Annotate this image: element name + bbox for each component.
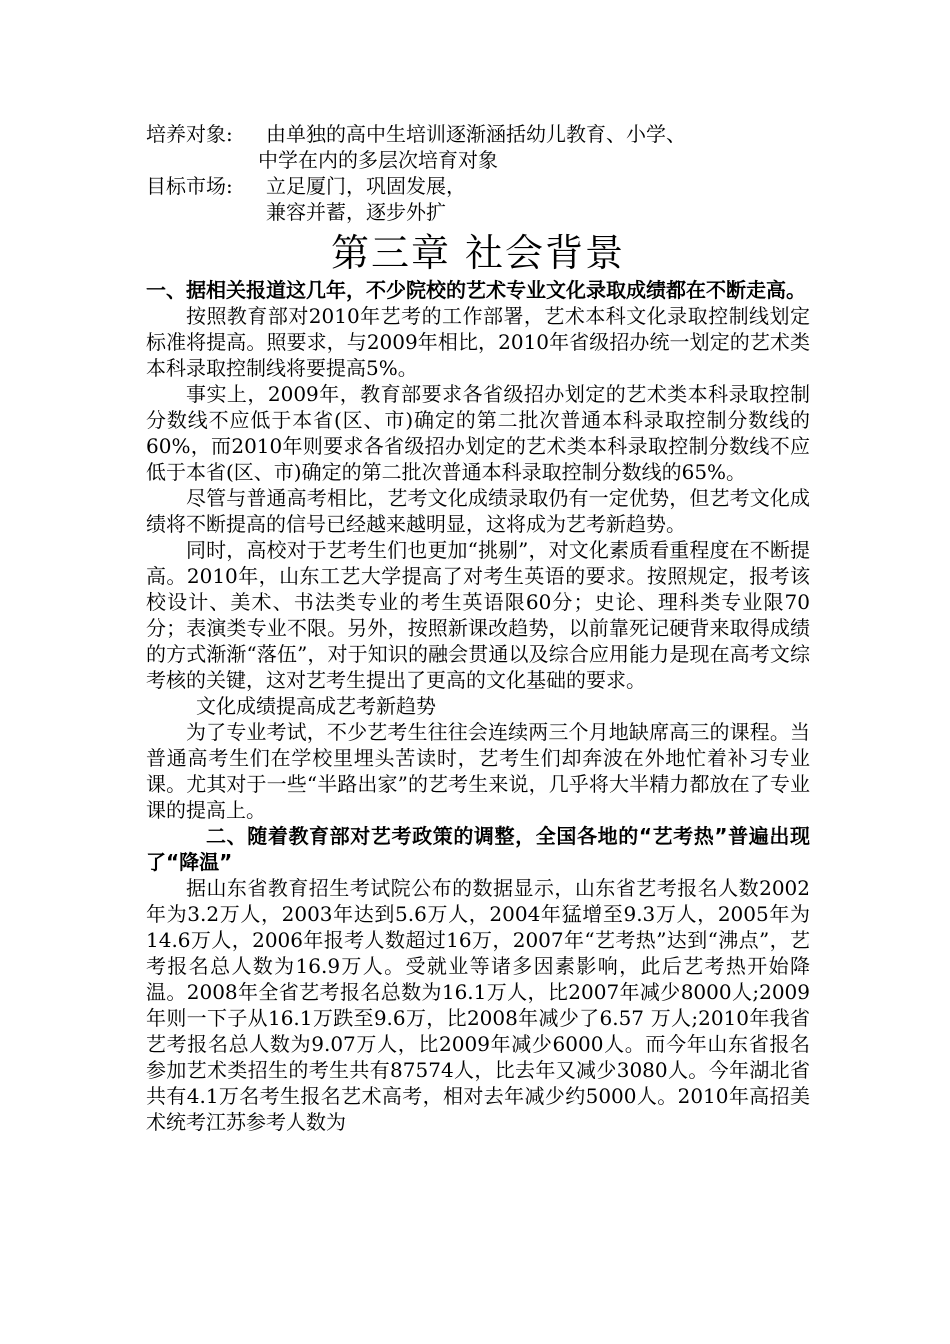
section-1-paragraph-5: 为了专业考试，不少艺考生往往会连续两三个月地缺席高三的课程。当普通高考生们在学校里埋头苦读时，艺考生们却奔波在外地忙着补习专业课。尤其对于一些“半路出家”的艺考生来说，几乎将大半精力都放在了专业课的提高上。: [146, 720, 810, 822]
chapter-title: 第三章 社会背景: [330, 231, 626, 275]
target-market-row: [146, 173, 810, 199]
section-1-paragraph-1: 按照教育部对2010年艺考的工作部署，艺术本科文化录取控制线划定标准将提高。照要求，与2009年相比，2010年省级招办统一划定的艺术类本科录取控制线将要提高5%。: [146, 304, 810, 380]
training-target-continuation: [146, 147, 810, 173]
section-1-paragraph-2: 事实上，2009年，教育部要求各省级招办划定的艺术类本科录取控制分数线不应低于本省(区、市)确定的第二批次普通本科录取控制分数线的60%，而2010年则要求各省级招办划定的艺术类本科录取控制分数线不应低于本省(区、市)确定的第二批次普通本科录取控制分数线的65%。: [146, 382, 810, 484]
training-target-row: [146, 121, 810, 147]
training-target-line-2: 中学在内的多层次培育对象: [258, 148, 498, 172]
target-market-continuation: [146, 199, 810, 225]
training-target-line-1: 由单独的高中生培训逐渐涵括幼儿教育、小学、: [266, 122, 686, 146]
section-2-paragraph-1: 据山东省教育招生考试院公布的数据显示，山东省艺考报名人数2002年为3.2万人，2003年达到5.6万人，2004年猛增至9.3万人，2005年为14.6万人，2006年报考人数超过16万，2007年“艺考热”达到“沸点”，艺考报名总人数为16.9万人。受就业等诸多因素影响，此后艺考热开始降温。2008年全省艺考报名总数为16.1万人，比2007年减少8000人;2009年则一下子从16.1万跌至9.6万，比2008年减少了6.57 万人;2010年我省艺考报名总人数为9.07万人，比2009年减少6000人。而今年山东省报名参加艺术类招生的考生共有87574人，比去年又减少3080人。今年湖北省共有4.1万名考生报名艺术高考，相对去年减少约5000人。2010年高招美术统考江苏参考人数为: [146, 876, 810, 1134]
section-1-paragraph-4: 同时，高校对于艺考生们也更加“挑剔”，对文化素质看重程度在不断提高。2010年，山东工艺大学提高了对考生英语的要求。按照规定，报考该校设计、美术、书法类专业的考生英语限60分；史论、理科类专业限70分；表演类专业不限。另外，按照新课改趋势，以前靠死记硬背来取得成绩的方式渐渐“落伍”，对于知识的融会贯通以及综合应用能力是现在高考文综考核的关键，这对艺考生提出了更高的文化基础的要求。: [146, 538, 810, 692]
section-1-heading: 一、据相关报道这几年，不少院校的艺术专业文化录取成绩都在不断走高。: [146, 278, 806, 302]
section-1-paragraph-3: 尽管与普通高考相比，艺考文化成绩录取仍有一定优势，但艺考文化成绩将不断提高的信号已经越来越明显，这将成为艺考新趋势。: [146, 486, 810, 536]
training-target-label: 培养对象:: [146, 122, 233, 146]
section-2-heading: 二、随着教育部对艺考政策的调整，全国各地的“艺考热”普遍出现了“降温”: [146, 824, 810, 874]
page-content: [146, 121, 810, 1135]
target-market-line-1: 立足厦门，巩固发展，: [266, 174, 466, 198]
section-1-subheading: 文化成绩提高成艺考新趋势: [196, 694, 436, 718]
target-market-label: 目标市场:: [146, 174, 233, 198]
target-market-line-2: 兼容并蓄，逐步外扩: [266, 200, 446, 224]
